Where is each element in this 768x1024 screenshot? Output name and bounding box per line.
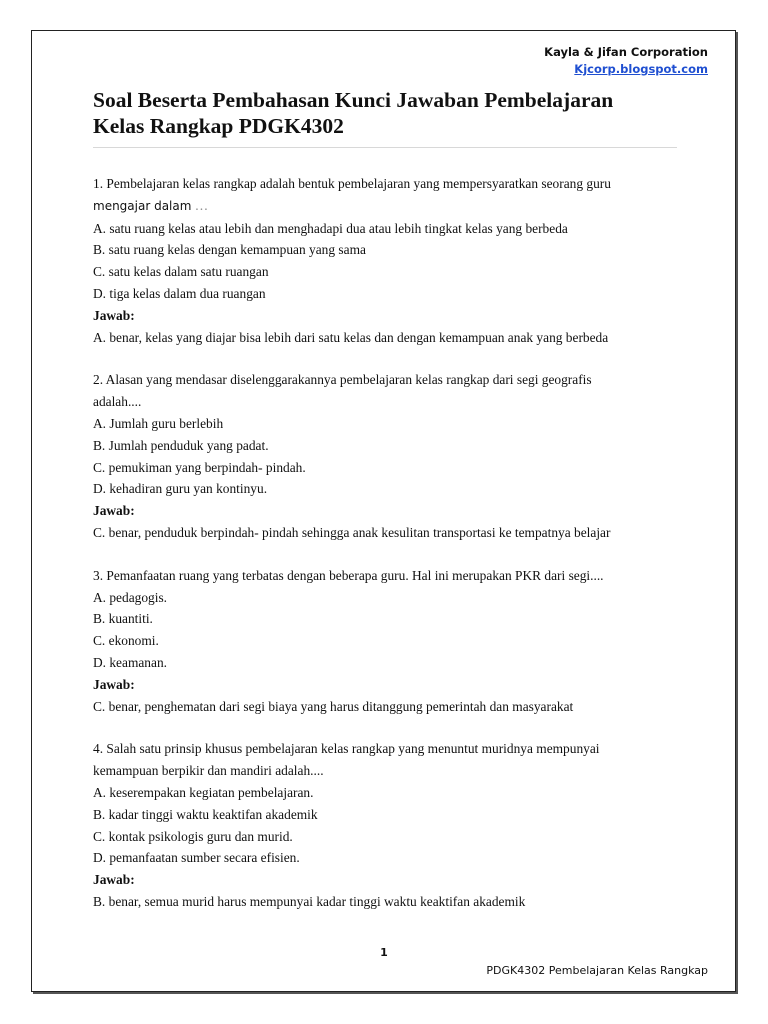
question-2 [93,369,683,543]
option: B. satu ruang kelas dengan kemampuan yang sama [93,242,366,258]
option: A. Jumlah guru berlebih [93,415,224,431]
question-stem-cont [93,195,683,218]
option: A. satu ruang kelas atau lebih dan menghadapi dua atau lebih tingkat kelas yang berbeda [93,220,568,236]
question-stem: 4. Salah satu prinsip khusus pembelajaran kelas rangkap yang menuntut muridnya mempunyai [93,741,600,757]
option: B. Jumlah penduduk yang padat. [93,437,269,453]
question-stem-cont: adalah.... [93,394,142,410]
title-line-1: Soal Beserta Pembahasan Kunci Jawaban Pembelajaran [93,88,614,112]
question-stem: 1. Pembelajaran kelas rangkap adalah bentuk pembelajaran yang mempersyaratkan seorang guru [93,176,611,191]
option: C. kontak psikologis guru dan murid. [93,828,293,844]
option: D. pemanfaatan sumber secara efisien. [93,850,300,866]
option: C. pemukiman yang berpindah- pindah. [93,459,306,475]
answer-explanation: A. benar, kelas yang diajar bisa lebih dari satu kelas dan dengan kemampuan anak yang berbeda [93,329,609,345]
question-stem-cont: kemampuan berpikir dan mandiri adalah.... [93,763,324,779]
company-name: Kayla & Jifan Corporation [544,45,708,59]
option: B. kuantiti. [93,611,153,627]
questions-list [93,173,683,934]
jawab-label: Jawab: [93,307,135,323]
document-title [93,87,683,139]
option: D. keamanan. [93,654,167,670]
title-line-2: Kelas Rangkap PDGK4302 [93,114,344,138]
footer-text: PDGK4302 Pembelajaran Kelas Rangkap [486,964,708,977]
jawab-label: Jawab: [93,872,135,888]
answer-explanation: C. benar, penduduk berpindah- pindah sehingga anak kesulitan transportasi ke tempatnya belajar [93,524,611,540]
question-stem: 2. Alasan yang mendasar diselenggarakannya pembelajaran kelas rangkap dari segi geografis [93,372,592,388]
page-number: 1 [380,946,388,959]
company-link[interactable]: Kjcorp.blogspot.com [574,62,708,76]
jawab-label: Jawab: [93,676,135,692]
title-divider [93,147,677,148]
question-ellipsis: … [194,197,210,213]
question-3 [93,565,683,718]
option: C. ekonomi. [93,633,159,649]
option: D. tiga kelas dalam dua ruangan [93,285,266,301]
answer-explanation: C. benar, penghematan dari segi biaya yang harus ditanggung pemerintah dan masyarakat [93,698,574,714]
jawab-label: Jawab: [93,503,135,519]
question-stem-text: mengajar dalam [93,198,192,213]
question-4 [93,738,683,912]
header-company [544,44,708,78]
question-1 [93,173,683,348]
option: C. satu kelas dalam satu ruangan [93,264,269,280]
option: A. keserempakan kegiatan pembelajaran. [93,784,314,800]
answer-explanation: B. benar, semua murid harus mempunyai kadar tinggi waktu keaktifan akademik [93,893,526,909]
question-stem: 3. Pemanfaatan ruang yang terbatas dengan beberapa guru. Hal ini merupakan PKR dari segi.... [93,567,604,583]
option: D. kehadiran guru yan kontinyu. [93,481,268,497]
option: A. pedagogis. [93,589,168,605]
option: B. kadar tinggi waktu keaktifan akademik [93,806,318,822]
